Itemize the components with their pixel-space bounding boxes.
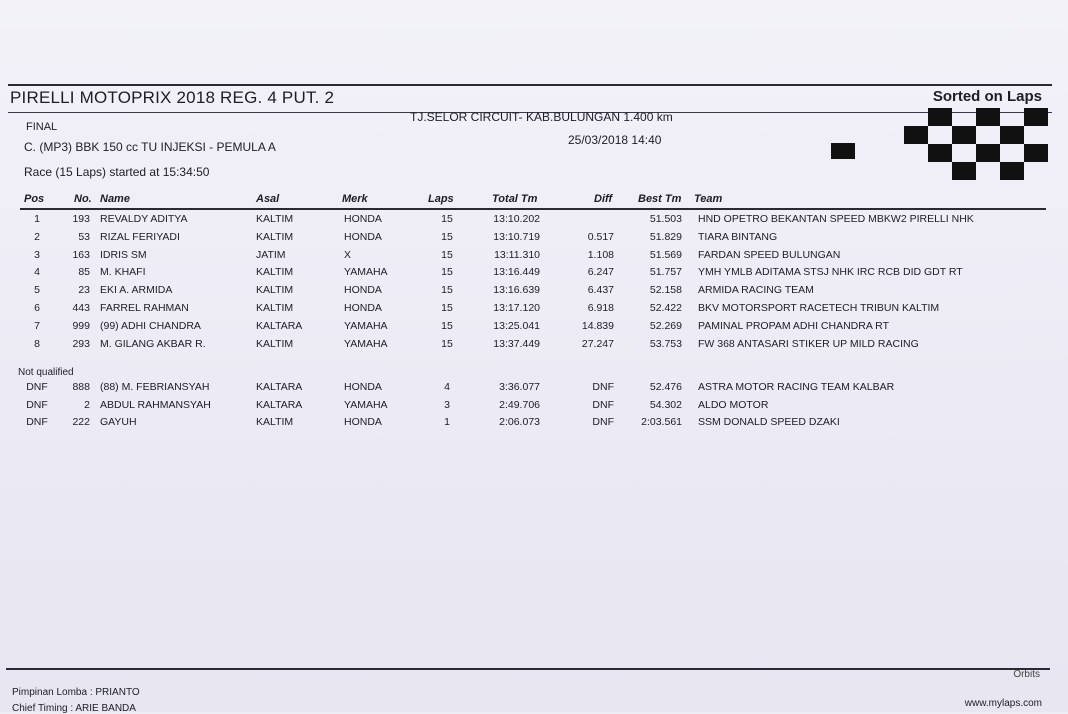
cell-no: 443: [72, 302, 90, 314]
cell-no: 2: [84, 398, 90, 411]
cell-team: ARMIDA RACING TEAM: [698, 284, 814, 297]
cell-no: 53: [78, 230, 90, 243]
cell-laps: 15: [441, 337, 453, 350]
col-name: Name: [100, 193, 130, 205]
cell-no: 163: [72, 248, 90, 261]
race-start-label: Race (15 Laps) started at 15:34:50: [24, 165, 210, 179]
cell-name: REVALDY ADITYA: [100, 213, 188, 225]
col-pos: Pos: [24, 193, 45, 205]
cell-best: 52.269: [649, 319, 682, 332]
cell-name: IDRIS SM: [100, 248, 147, 261]
cell-asal: KALTIM: [256, 230, 294, 243]
cell-team: TIARA BINTANG: [698, 230, 778, 243]
cell-total: 3:36.077: [499, 381, 540, 393]
cell-merk: HONDA: [344, 230, 382, 243]
cell-laps: 15: [441, 302, 453, 314]
cell-laps: 15: [441, 213, 453, 225]
cell-no: 999: [72, 319, 90, 332]
cell-asal: KALTIM: [256, 337, 294, 350]
cell-asal: KALTARA: [256, 319, 303, 332]
cell-total: 13:37.449: [493, 337, 540, 350]
cell-no: 888: [72, 381, 90, 393]
cell-team: YMH YMLB ADITAMA STSJ NHK IRC RCB DID GDT RT: [698, 266, 963, 279]
cell-best: 51.757: [649, 266, 682, 279]
cell-no: 193: [72, 213, 90, 225]
chief-timing: Chief Timing : ARIE BANDA: [12, 703, 136, 714]
cell-name: EKI A. ARMIDA: [100, 284, 173, 297]
cell-asal: KALTARA: [256, 381, 303, 393]
cell-merk: HONDA: [344, 416, 382, 428]
cell-diff: 1.108: [587, 248, 614, 261]
cell-merk: YAMAHA: [344, 266, 388, 279]
cell-diff: 27.247: [581, 337, 614, 350]
cell-laps: 15: [441, 266, 453, 279]
cell-laps: 4: [444, 381, 450, 393]
cell-pos: 5: [34, 284, 40, 297]
cell-laps: 3: [444, 398, 450, 411]
cell-laps: 15: [441, 284, 453, 297]
cell-total: 13:10.202: [493, 213, 540, 225]
cell-total: 13:16.449: [493, 266, 540, 279]
cell-total: 13:17.120: [493, 302, 540, 314]
cell-total: 2:06.073: [499, 416, 540, 428]
website-label: www.mylaps.com: [964, 698, 1042, 709]
cell-total: 13:25.041: [493, 319, 540, 332]
col-team: Team: [694, 193, 723, 205]
cell-team: ALDO MOTOR: [698, 398, 769, 411]
cell-name: FARREL RAHMAN: [100, 302, 189, 314]
cell-no: 222: [72, 416, 90, 428]
checkered-flag-square: [831, 143, 855, 159]
session-label: FINAL: [26, 121, 58, 133]
cell-merk: HONDA: [344, 381, 382, 393]
cell-team: SSM DONALD SPEED DZAKI: [698, 416, 840, 428]
cell-name: M. GILANG AKBAR R.: [100, 337, 206, 350]
col-merk: Merk: [342, 193, 368, 205]
not-qualified-label: Not qualified: [18, 367, 74, 378]
cell-diff: DNF: [592, 381, 614, 393]
cell-pos: 6: [34, 302, 40, 314]
cell-asal: KALTIM: [256, 302, 294, 314]
cell-diff: DNF: [592, 398, 614, 411]
cell-laps: 15: [441, 248, 453, 261]
checkered-flag-logo: [904, 108, 1048, 180]
cell-asal: KALTIM: [256, 416, 294, 428]
race-datetime: 25/03/2018 14:40: [568, 133, 662, 147]
cell-name: ABDUL RAHMANSYAH: [100, 398, 211, 411]
cell-team: ASTRA MOTOR RACING TEAM KALBAR: [698, 381, 895, 393]
cell-total: 13:16.639: [493, 284, 540, 297]
cell-best: 54.302: [649, 398, 682, 411]
cell-diff: 6.918: [587, 302, 614, 314]
cell-best: 53.753: [649, 337, 682, 350]
cell-diff: 6.247: [587, 266, 614, 279]
cell-asal: KALTIM: [256, 213, 294, 225]
cell-laps: 15: [441, 230, 453, 243]
cell-best: 52.476: [649, 381, 682, 393]
cell-merk: YAMAHA: [344, 337, 388, 350]
cell-pos: 2: [34, 230, 40, 243]
cell-best: 51.569: [649, 248, 682, 261]
footer-divider: [6, 668, 1050, 670]
cell-pos: 7: [34, 319, 40, 332]
table-header-divider: [20, 208, 1046, 210]
cell-diff: 0.517: [587, 230, 614, 243]
cell-name: M. KHAFI: [100, 266, 146, 279]
cell-name: (88) M. FEBRIANSYAH: [100, 381, 210, 393]
cell-laps: 1: [444, 416, 450, 428]
cell-team: FW 368 ANTASARI STIKER UP MILD RACING: [698, 337, 919, 350]
cell-total: 13:11.310: [494, 248, 540, 261]
cell-no: 293: [72, 337, 90, 350]
cell-merk: X: [344, 248, 352, 261]
cell-pos: 3: [34, 248, 40, 261]
cell-team: FARDAN SPEED BULUNGAN: [698, 248, 841, 261]
cell-no: 23: [78, 284, 90, 297]
orbits-label: Orbits: [1013, 669, 1040, 680]
cell-asal: KALTARA: [256, 398, 303, 411]
top-divider: [8, 84, 1052, 86]
cell-no: 85: [78, 266, 90, 279]
cell-total: 13:10.719: [493, 230, 540, 243]
cell-total: 2:49.706: [499, 398, 540, 411]
cell-pos: DNF: [26, 416, 48, 428]
cell-pos: DNF: [26, 381, 48, 393]
cell-best: 51.503: [649, 213, 682, 225]
race-director: Pimpinan Lomba : PRIANTO: [12, 687, 140, 698]
col-no: No.: [74, 193, 92, 205]
cell-pos: 1: [34, 213, 40, 225]
cell-asal: KALTIM: [256, 284, 294, 297]
col-laps: Laps: [428, 193, 454, 205]
event-title: PIRELLI MOTOPRIX 2018 REG. 4 PUT. 2: [10, 88, 335, 107]
cell-diff: 6.437: [587, 284, 614, 297]
cell-pos: 8: [34, 337, 40, 350]
cell-merk: HONDA: [344, 213, 382, 225]
cell-name: RIZAL FERIYADI: [100, 230, 180, 243]
cell-diff: 14.839: [581, 319, 614, 332]
col-total: Total Tm: [492, 193, 538, 205]
sort-label: Sorted on Laps: [932, 88, 1042, 105]
cell-pos: 4: [34, 266, 40, 279]
cell-merk: YAMAHA: [344, 319, 388, 332]
cell-name: GAYUH: [100, 416, 137, 428]
col-best: Best Tm: [638, 193, 682, 205]
cell-best: 51.829: [649, 230, 682, 243]
col-asal: Asal: [256, 193, 280, 205]
cell-laps: 15: [441, 319, 453, 332]
cell-asal: JATIM: [256, 248, 286, 261]
cell-asal: KALTIM: [256, 266, 294, 279]
cell-team: HND OPETRO BEKANTAN SPEED MBKW2 PIRELLI NHK: [698, 213, 974, 225]
cell-team: PAMINAL PROPAM ADHI CHANDRA RT: [698, 319, 889, 332]
cell-best: 2:03.561: [641, 416, 682, 428]
cell-merk: HONDA: [344, 284, 382, 297]
cell-diff: DNF: [592, 416, 614, 428]
col-diff: Diff: [594, 193, 613, 205]
cell-merk: HONDA: [344, 302, 382, 314]
circuit-label: TJ.SELOR CIRCUIT- KAB.BULUNGAN 1.400 km: [410, 110, 673, 124]
cell-name: (99) ADHI CHANDRA: [100, 319, 201, 332]
cell-best: 52.422: [649, 302, 682, 314]
class-label: C. (MP3) BBK 150 cc TU INJEKSI - PEMULA A: [24, 140, 276, 154]
cell-pos: DNF: [26, 398, 48, 411]
cell-team: BKV MOTORSPORT RACETECH TRIBUN KALTIM: [698, 302, 940, 314]
cell-best: 52.158: [649, 284, 682, 297]
cell-merk: YAMAHA: [344, 398, 388, 411]
